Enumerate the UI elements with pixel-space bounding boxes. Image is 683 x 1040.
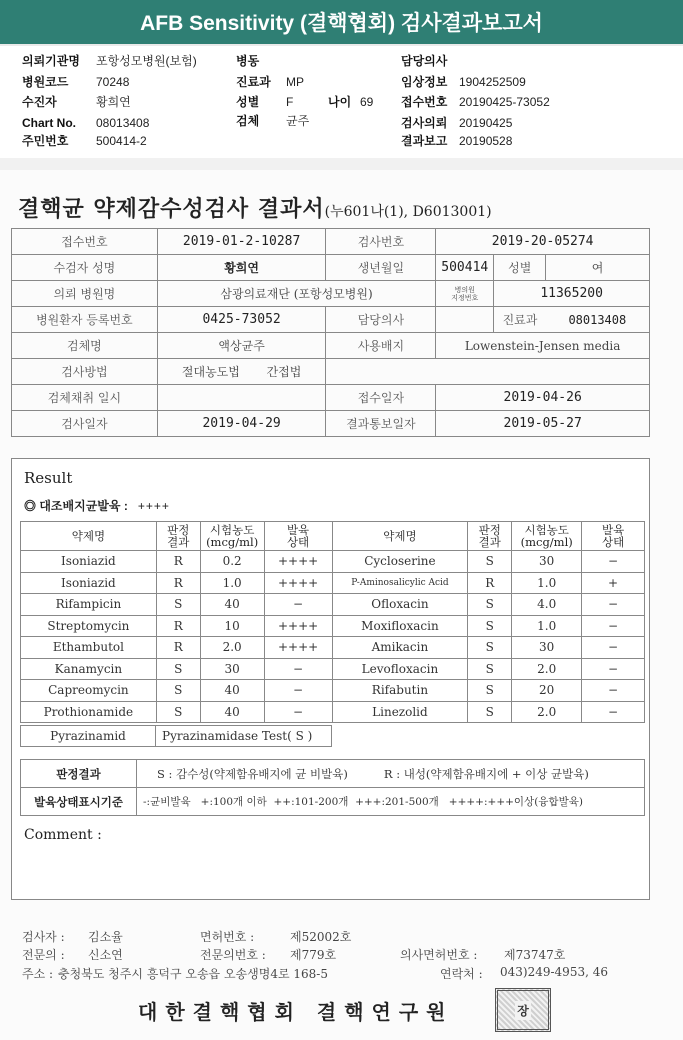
age-row: 나이 69	[328, 94, 374, 109]
table-row: Prothionamide S 40 − Linezolid S 2.0 −	[21, 701, 645, 723]
separator	[0, 158, 683, 170]
receipt-no-row: 접수번호 20190425-73052	[401, 94, 550, 109]
specimen-value: 액상균주	[157, 333, 326, 359]
document-subtitle: (누601나(1), D6013001)	[324, 204, 492, 220]
notified-value: 2019-05-27	[436, 411, 650, 437]
report-date-row: 결과보고 20190528	[401, 133, 513, 148]
pyrazinamid-row: Pyrazinamid Pyrazinamidase Test( S )	[20, 725, 332, 747]
comment-label: Comment :	[24, 827, 102, 843]
sex-row: 성별 F	[236, 94, 294, 109]
doctor-value	[436, 307, 494, 333]
clinical-info-row: 임상정보 1904252509	[401, 74, 526, 89]
official-seal: 장	[495, 988, 551, 1032]
legend-table: 판정결과 S : 감수성(약제함유배지에 균 비발육) R : 내성(약제함유배지에 + 이상 균발육) 발육상태표시기준 -:균비발육 +:100개 이하 ++:101-200개 +++:201-500개 ++++:+++이상(융합발육)	[20, 759, 645, 816]
receipt-no-value: 2019-01-2-10287	[157, 229, 326, 255]
report-header	[0, 0, 683, 46]
table-row: Kanamycin S 30 − Levofloxacin S 2.0 −	[21, 658, 645, 680]
report-title: AFB Sensitivity (결핵협회) 검사결과보고서	[140, 12, 543, 35]
hospital-code-row: 병원코드 70248	[22, 74, 130, 89]
institution-row: 의뢰기관명 포항성모병원(보험)	[22, 54, 197, 68]
resident-no-row: 주민번호 500414-2	[22, 133, 147, 148]
chart-no-row: Chart No. 08013408	[22, 115, 150, 130]
hospital-code-value: 11365200	[494, 281, 650, 307]
document-title: 결핵균 약제감수성검사 결과서(누601나(1), D6013001)	[18, 196, 492, 222]
tested-value: 2019-04-29	[157, 411, 326, 437]
table-row: Ethambutol R 2.0 ++++ Amikacin S 30 −	[21, 637, 645, 659]
table-row: Capreomycin S 40 − Rifabutin S 20 −	[21, 680, 645, 702]
result-section	[11, 458, 650, 900]
doctor-row: 담당의사	[401, 54, 448, 68]
test-no-value: 2019-20-05274	[436, 229, 650, 255]
patient-name-value: 황희연	[157, 255, 326, 281]
control-medium-growth: ◎ 대조배지균발육 : ++++	[24, 499, 170, 513]
patient-info	[0, 50, 683, 154]
hospital-value: 삼광의료재단 (포항성모병원)	[157, 281, 436, 307]
patient-reg-value: 0425-73052	[157, 307, 326, 333]
organization-name: 대한결핵협회 결핵연구원	[138, 1000, 454, 1024]
received-value: 2019-04-26	[436, 385, 650, 411]
collect-value	[157, 385, 326, 411]
department-row: 진료과 MP	[236, 74, 304, 89]
table-row: Isoniazid R 0.2 ++++ Cycloserine S 30 −	[21, 551, 645, 573]
table-row: Rifampicin S 40 − Ofloxacin S 4.0 −	[21, 594, 645, 616]
ward-row: 병동	[236, 54, 260, 68]
patient-row: 수진자 황희연	[22, 95, 131, 109]
medium-value: Lowenstein-Jensen media	[436, 333, 650, 359]
table-row: Isoniazid R 1.0 ++++ P-Aminosalicylic Acid R 1.0 +	[21, 572, 645, 594]
birth-value: 500414	[436, 255, 494, 281]
method-value: 절대농도법 간접법	[157, 359, 326, 385]
dept-value: 08013408	[546, 307, 650, 333]
sex-value: 여	[546, 255, 650, 281]
table-row: Streptomycin R 10 ++++ Moxifloxacin S 1.0 −	[21, 615, 645, 637]
drug-sensitivity-table: 약제명 판정 결과 시험농도 (mcg/ml) 발육 상태 약제명 판정 결과 시험농도 (mcg/ml) 발육 상태 Isoniazid R 0.2 ++++ Cycloserine S 30 − Isoniazid R 1.0 ++++ P-Aminosalicylic Acid R 1.0 + Rifampicin S 40 − Ofloxacin S 4.0 − Streptomycin R 10 ++++ Moxifloxacin S 1.0 − Ethambutol R 2.0 ++++ Amikacin S 30 − Kanamycin S 30 − Levofloxacin S 2.0 − Capreomycin S 40 − Rifabutin S 20 − Prothionamide S 40 − Linezolid S 2.0 −	[20, 521, 645, 723]
result-title: Result	[24, 469, 73, 487]
test-meta-table: 접수번호 2019-01-2-10287 검사번호 2019-20-05274 수검자 성명 황희연 생년월일 500414 성별 여 의뢰 병원명 삼광의료재단 (포항성모병원) 병의원 지정번호 11365200 병원환자 등록번호 0425-73052 담당의사 진료과 08013408 검체명 액상균주 사용배지 Lowenstein-Jensen media 검사방법 절대농도법 간접법 검체채취 일시 접수일자 2019-04-26 검사일자 2019-04-29 결과통보일자 2019-05-27	[11, 228, 650, 437]
request-date-row: 검사의뢰 20190425	[401, 115, 513, 130]
scanned-document: 결핵균 약제감수성검사 결과서(누601나(1), D6013001) 접수번호 2019-01-2-10287 검사번호 2019-20-05274 수검자 성명 황희연 생년월일 500414 성별 여 의뢰 병원명 삼광의료재단 (포항성모병원) 병의원 지정번호 11365200 병원환자 등록번호 0425-73052 담당의사 진료과 08013408 검체명 액상균주 사용배지 Lowenstein-Jensen media 검사방법 절대농도법 간접법 검체채취 일시 접수일자 2019-04-26 검사일자 2019-04-29 결과통보일자 2019-05-27 Result ◎ 대조배지균발육 : ++++ 약제명 판정 결과 시험농도 (mcg/ml) 발육 상태 약제명 판정 결과 시험농도 (mcg/ml) 발육 상태 Isoniazid R 0.2 ++++ Cycloserine S 30 − Isoniazid R 1.0 ++++ P-Aminosalicylic Acid R 1.0 + Rifampicin S 40 − Ofloxacin S 4.0 − Streptomycin R 10 ++++ Moxifloxacin S 1.0 − Ethambutol R 2.0 ++++ Amikacin S 30 − Kanamycin S 30 − Levofloxacin S 2.0 − Capreomycin S 40 − Rifabutin S 20 − Prothionamide S 40 − Linezolid S 2.0 − Pyrazinamid Pyrazinamidase Test( S ) 판정결과 S : 감수성(약제함유배지에 균 비발육) R : 내성(약제함유배지에 + 이상 균발육) 발육상태표시기준 -:균비발육 +:100개 이하 ++:101-200개 +++:201-500개 ++++:+++이상(융합발육) Comment : 검사자 : 김소율 면허번호 : 제52002호 전문의 : 신소연 전문의번호 : 제779호 의사면허번호 : 제73747호 주소 : 충청북도 청주시 흥덕구 오송읍 오송생명4로 168-5 연락처 : 043)249-4953, 46 대한결핵협회 결핵연구원 장	[0, 170, 683, 1040]
specimen-row: 검체 균주	[236, 114, 310, 128]
